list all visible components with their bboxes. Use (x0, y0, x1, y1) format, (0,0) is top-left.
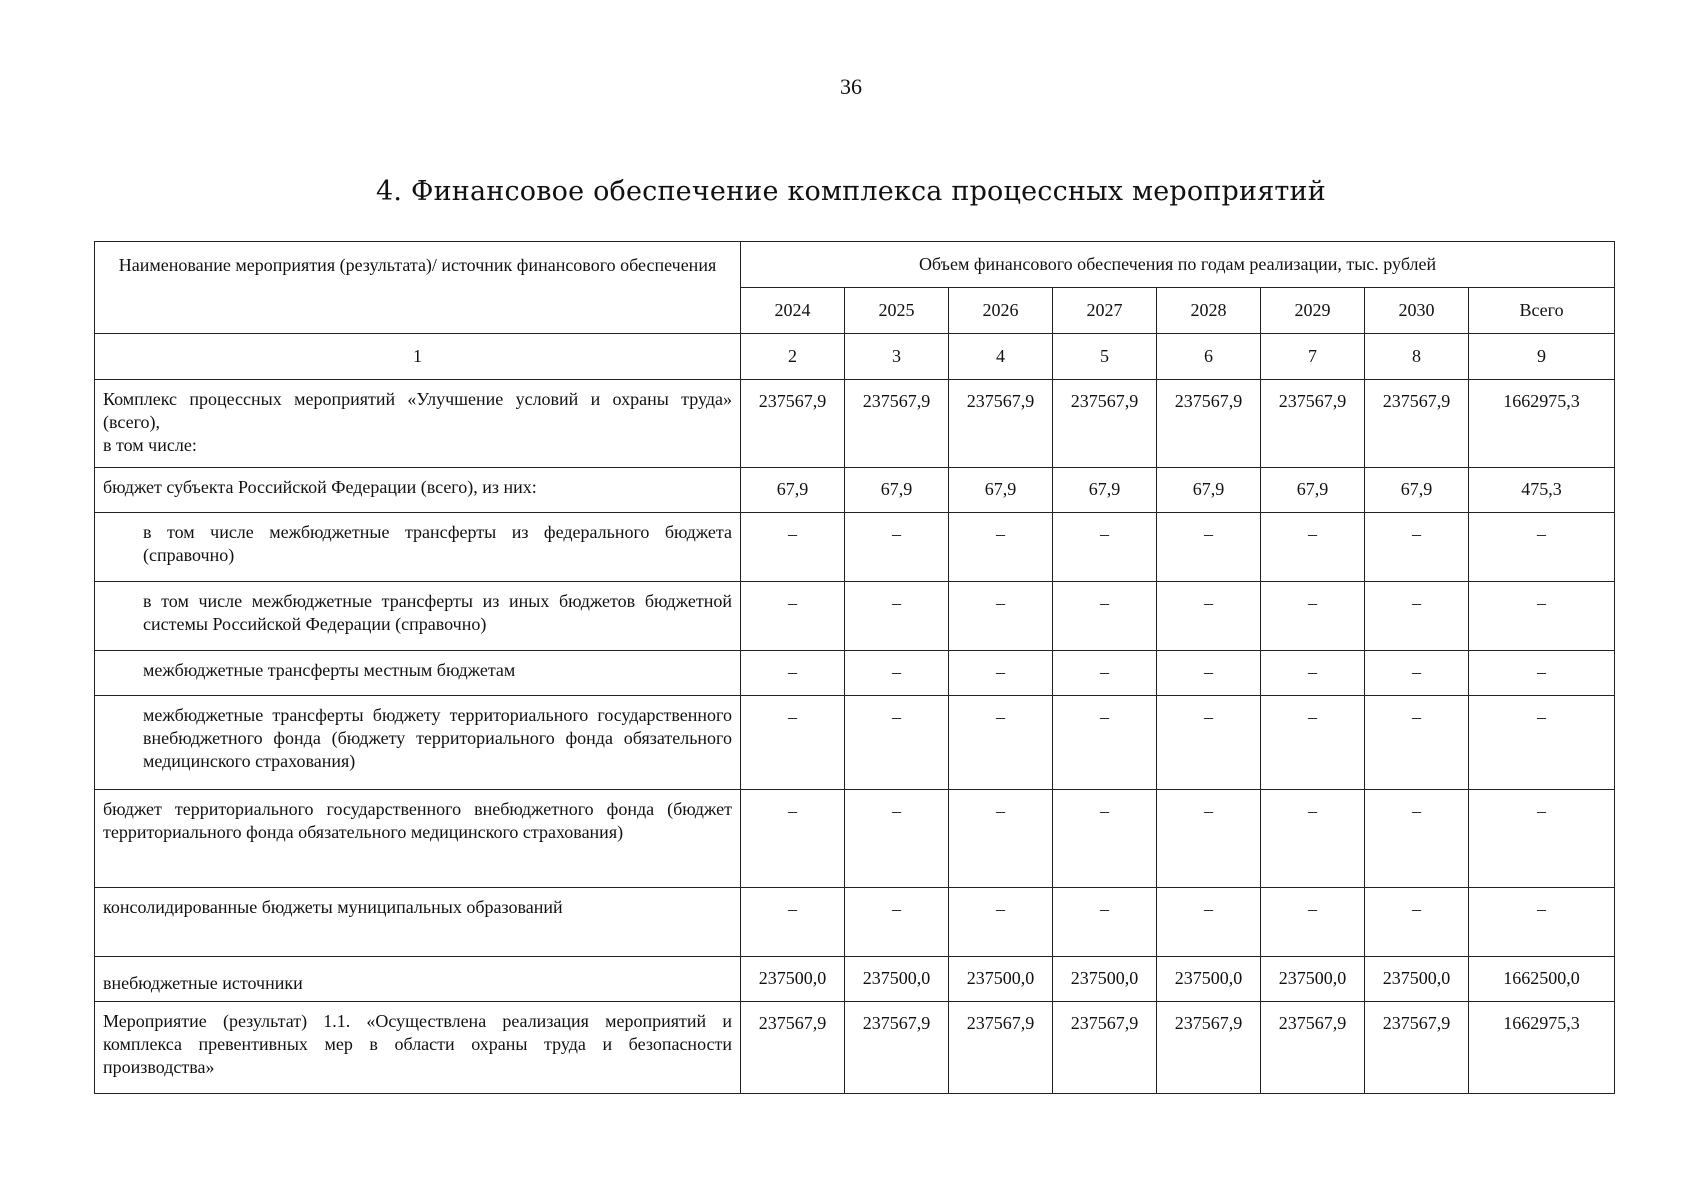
row-total: – (1469, 582, 1615, 651)
row-total: 475,3 (1469, 468, 1615, 513)
row-value: – (1261, 696, 1365, 790)
table-row (95, 957, 1615, 1002)
row-value: – (1157, 582, 1261, 651)
year-header: 2025 (845, 288, 949, 334)
row-value: 67,9 (1157, 468, 1261, 513)
row-name: в том числе межбюджетные трансферты из иных бюджетов бюджетной системы Российской Федерации (справочно) (95, 582, 741, 651)
column-index-row (95, 334, 1615, 380)
row-value: – (741, 790, 845, 888)
row-value: 237567,9 (1053, 1002, 1157, 1094)
column-index: 9 (1469, 334, 1615, 380)
row-value: – (1053, 513, 1157, 582)
column-index: 2 (741, 334, 845, 380)
row-total: – (1469, 513, 1615, 582)
column-index: 1 (95, 334, 741, 380)
year-header: 2028 (1157, 288, 1261, 334)
row-value: 67,9 (845, 468, 949, 513)
row-value: – (1157, 790, 1261, 888)
row-value: 237567,9 (949, 380, 1053, 468)
row-value: – (949, 888, 1053, 957)
row-value: 237567,9 (741, 1002, 845, 1094)
row-value: – (949, 513, 1053, 582)
row-value: – (1053, 582, 1157, 651)
table-row (95, 468, 1615, 513)
row-value: – (1261, 651, 1365, 696)
row-value: 237500,0 (845, 957, 949, 1002)
row-value: – (1365, 696, 1469, 790)
row-value: 67,9 (741, 468, 845, 513)
row-name: бюджет территориального государственного внебюджетного фонда (бюджет территориального фонда обязательного медицинского страхования) (95, 790, 741, 888)
row-value: – (845, 582, 949, 651)
row-value: – (741, 513, 845, 582)
row-value: 237567,9 (1053, 380, 1157, 468)
table-row (95, 582, 1615, 651)
page-number: 36 (840, 74, 862, 99)
row-value: – (1053, 696, 1157, 790)
column-index: 4 (949, 334, 1053, 380)
row-value: – (741, 582, 845, 651)
year-header: 2029 (1261, 288, 1365, 334)
row-value: – (949, 790, 1053, 888)
table-row (95, 888, 1615, 957)
table-row (95, 380, 1615, 468)
table-row (95, 696, 1615, 790)
row-total: – (1469, 790, 1615, 888)
row-value: 237567,9 (1365, 1002, 1469, 1094)
column-index: 5 (1053, 334, 1157, 380)
table-row (95, 1002, 1615, 1094)
row-value: 237567,9 (1365, 380, 1469, 468)
funding-group-header: Объем финансового обеспечения по годам реализации, тыс. рублей (741, 242, 1615, 288)
row-value: 237567,9 (1157, 1002, 1261, 1094)
row-value: – (1157, 513, 1261, 582)
row-value: 237500,0 (1365, 957, 1469, 1002)
row-value: – (845, 790, 949, 888)
row-value: – (741, 888, 845, 957)
column-index: 6 (1157, 334, 1261, 380)
financing-table (94, 241, 1615, 1094)
row-value: – (949, 696, 1053, 790)
row-value: – (1365, 582, 1469, 651)
row-value: 67,9 (1365, 468, 1469, 513)
row-name: бюджет субъекта Российской Федерации (всего), из них: (95, 468, 741, 513)
row-value: 67,9 (1053, 468, 1157, 513)
row-name: Мероприятие (результат) 1.1. «Осуществлена реализация мероприятий и комплекса превентивных мер в области охраны труда и безопасности производства» (95, 1002, 741, 1094)
row-total: 1662500,0 (1469, 957, 1615, 1002)
year-header: 2027 (1053, 288, 1157, 334)
row-name: межбюджетные трансферты бюджету территориального государственного внебюджетного фонда (бюджету территориального фонда обязательного медицинского страхования) (95, 696, 741, 790)
row-value: – (845, 513, 949, 582)
column-index: 7 (1261, 334, 1365, 380)
row-value: 237567,9 (1261, 1002, 1365, 1094)
row-value: – (1261, 582, 1365, 651)
row-value: – (1365, 651, 1469, 696)
table-row (95, 790, 1615, 888)
row-total: – (1469, 651, 1615, 696)
year-header: 2026 (949, 288, 1053, 334)
table-row (95, 513, 1615, 582)
row-value: – (845, 651, 949, 696)
row-value: – (1157, 651, 1261, 696)
row-value: – (949, 582, 1053, 651)
row-value: 67,9 (949, 468, 1053, 513)
row-total: 1662975,3 (1469, 1002, 1615, 1094)
row-value: – (1053, 651, 1157, 696)
year-header: 2024 (741, 288, 845, 334)
row-value: – (1365, 513, 1469, 582)
total-header: Всего (1469, 288, 1615, 334)
row-value: – (845, 696, 949, 790)
row-name: внебюджетные источники (95, 957, 741, 1002)
year-header: 2030 (1365, 288, 1469, 334)
row-value: – (845, 888, 949, 957)
row-value: – (1365, 790, 1469, 888)
row-value: – (1261, 513, 1365, 582)
row-value: 237567,9 (845, 380, 949, 468)
row-value: 237500,0 (1261, 957, 1365, 1002)
section-title: 4. Финансовое обеспечение комплекса процессных мероприятий (376, 176, 1326, 207)
row-value: – (1053, 790, 1157, 888)
row-value: – (949, 651, 1053, 696)
row-value: – (1053, 888, 1157, 957)
row-value: – (1365, 888, 1469, 957)
header-row-1 (95, 242, 1615, 288)
row-value: – (1157, 888, 1261, 957)
row-value: 237500,0 (741, 957, 845, 1002)
row-value: 67,9 (1261, 468, 1365, 513)
row-total: – (1469, 696, 1615, 790)
row-value: – (1261, 888, 1365, 957)
name-column-header: Наименование мероприятия (результата)/ источник финансового обеспечения (95, 242, 741, 334)
row-value: 237567,9 (741, 380, 845, 468)
row-value: – (741, 696, 845, 790)
row-value: 237500,0 (949, 957, 1053, 1002)
row-value: 237567,9 (949, 1002, 1053, 1094)
row-value: 237567,9 (1157, 380, 1261, 468)
table-row (95, 651, 1615, 696)
row-value: 237567,9 (1261, 380, 1365, 468)
row-value: – (741, 651, 845, 696)
row-value: 237500,0 (1157, 957, 1261, 1002)
row-total: – (1469, 888, 1615, 957)
row-value: 237567,9 (845, 1002, 949, 1094)
column-index: 3 (845, 334, 949, 380)
row-name: в том числе межбюджетные трансферты из федерального бюджета (справочно) (95, 513, 741, 582)
row-name: Комплекс процессных мероприятий «Улучшение условий и охраны труда» (всего), в том числе: (95, 380, 741, 468)
column-index: 8 (1365, 334, 1469, 380)
row-name: консолидированные бюджеты муниципальных образований (95, 888, 741, 957)
row-name: межбюджетные трансферты местным бюджетам (95, 651, 741, 696)
row-total: 1662975,3 (1469, 380, 1615, 468)
row-value: 237500,0 (1053, 957, 1157, 1002)
row-value: – (1261, 790, 1365, 888)
row-value: – (1157, 696, 1261, 790)
